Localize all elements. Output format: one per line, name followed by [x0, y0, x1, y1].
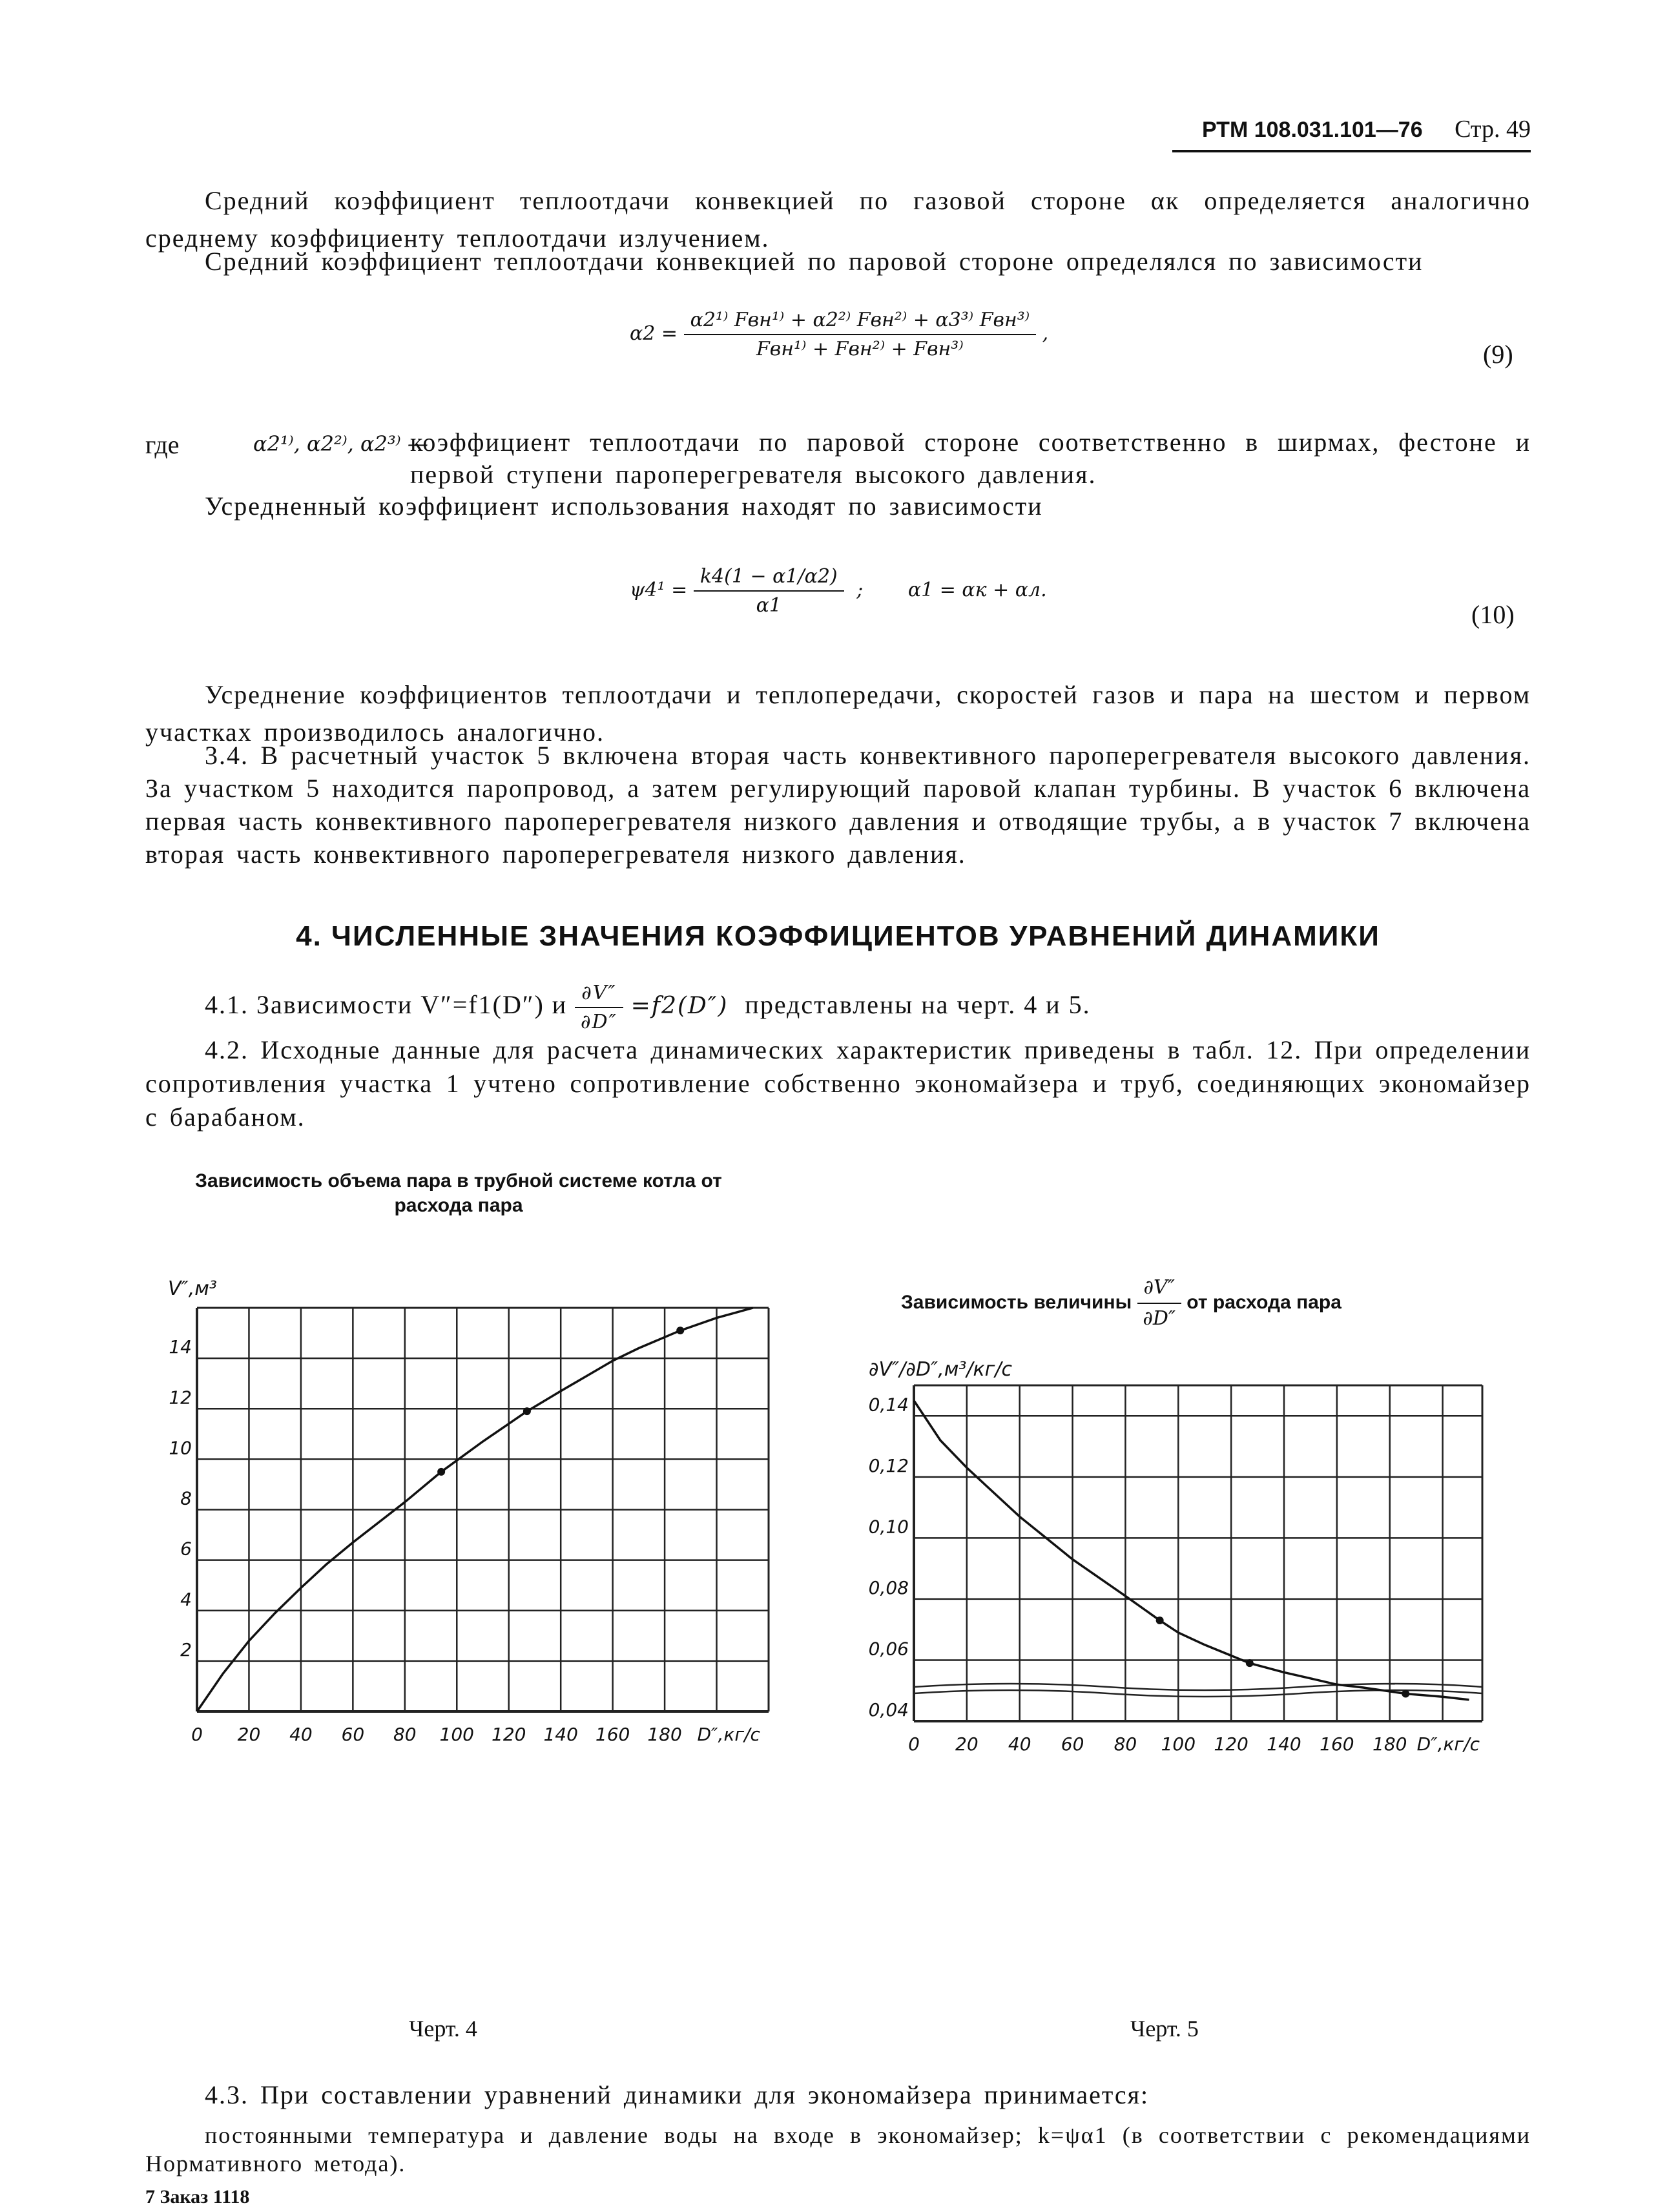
- chart5-title-num: ∂V″: [1137, 1276, 1181, 1304]
- p41-rhs: =f2(D″): [630, 993, 729, 1020]
- x-tick-label: 20: [955, 1733, 979, 1755]
- eq9-comma: ,: [1042, 322, 1049, 345]
- chart5-title-suffix: от расхода пара: [1186, 1291, 1341, 1313]
- paragraph-4-3-visible: 4.3. При составлении уравнений динамики для экономайзера принимается:: [205, 2080, 1150, 2109]
- p41-derivative-num: ∂V″: [575, 982, 623, 1008]
- x-tick-label: 0: [908, 1733, 920, 1755]
- eq9-denominator: Fвн¹⁾ + Fвн²⁾ + Fвн³⁾: [756, 338, 964, 360]
- x-tick-label: 140: [1267, 1733, 1301, 1755]
- paragraph-3-4: 3.4. В расчетный участок 5 включена вторая часть конвективного пароперегревателя высокого давления. За участком 5 находится паропровод, а затем регулирующий паровой клапан турбины. В участок 6 включена первая часть конвективного пароперегревателя низкого давления и отводящие трубы, а в участок 7 включена вторая часть конвективного пароперегревателя низкого давления.: [145, 741, 1531, 869]
- chart5-caption: Черт. 5: [1130, 2016, 1199, 2041]
- y-tick-label: 10: [169, 1437, 192, 1459]
- paragraph-averaging: Усреднение коэффициентов теплоотдачи и теплопередачи, скоростей газов и пара на шестом и первом участках производилось аналогично.: [145, 680, 1531, 747]
- document-code: РТМ 108.031.101—76: [1201, 118, 1423, 142]
- eq9-numerator: α2¹⁾ Fвн¹⁾ + α2²⁾ Fвн²⁾ + α3³⁾ Fвн³⁾: [684, 309, 1037, 335]
- data-point: [676, 1327, 684, 1334]
- x-tick-label: 40: [1008, 1733, 1031, 1755]
- p41-suffix: представлены на черт. 4 и 5.: [745, 990, 1091, 1020]
- y-tick-label: 0,06: [868, 1638, 909, 1660]
- section-title: 4. ЧИСЛЕННЫЕ ЗНАЧЕНИЯ КОЭФФИЦИЕНТОВ УРАВНЕНИЙ ДИНАМИКИ: [296, 920, 1380, 952]
- y-tick-label: 6: [180, 1538, 192, 1560]
- y-tick-label: 0,08: [868, 1576, 909, 1598]
- paragraph-convection-gas: Средний коэффициент теплоотдачи конвекцией по газовой стороне αк определяется аналогично среднему коэффициенту теплоотдачи излучением.: [145, 186, 1531, 253]
- eq10-numerator: k4(1 − α1/α2): [694, 565, 844, 592]
- eq10-lhs: ψ4¹ =: [630, 579, 688, 601]
- x-tick-label: 40: [289, 1724, 313, 1745]
- eq10-denominator: α1: [756, 594, 782, 617]
- paragraph-4-2: 4.2. Исходные данные для расчета динамических характеристик приведены в табл. 12. При определении сопротивления участка 1 учтено сопротивление собственно экономайзера и труб, соединяющих экономайзер с барабаном.: [145, 1035, 1531, 1132]
- page-number: Стр. 49: [1455, 116, 1531, 143]
- paragraph-convection-steam: Средний коэффициент теплоотдачи конвекцией по паровой стороне определялся по зависимости: [205, 247, 1424, 276]
- y-tick-label: 0,04: [868, 1699, 909, 1721]
- y-tick-label: 0,14: [868, 1394, 909, 1416]
- y-tick-label: 8: [180, 1487, 192, 1509]
- chart4-title: Зависимость объема пара в трубной системе котла от расхода пара: [195, 1170, 722, 1216]
- x-tick-label: 140: [543, 1724, 578, 1745]
- paragraph-utilization: Усредненный коэффициент использования находят по зависимости: [205, 491, 1043, 521]
- x-tick-label: 60: [1061, 1733, 1084, 1755]
- chart5-title-prefix: Зависимость величины: [901, 1291, 1132, 1313]
- x-tick-label: 100: [1161, 1733, 1196, 1755]
- eq10-rhs: α1 = αк + αл.: [907, 579, 1047, 601]
- chart4: [168, 1277, 769, 1745]
- x-tick-label: 80: [1113, 1733, 1137, 1755]
- x-axis-label: D″,кг/с: [1416, 1733, 1480, 1755]
- y-tick-label: 14: [169, 1336, 192, 1358]
- x-axis-label: D″,кг/с: [697, 1724, 760, 1745]
- y-axis-label: V″,м³: [168, 1277, 217, 1300]
- data-point: [523, 1407, 531, 1415]
- where-label: где: [145, 430, 180, 459]
- chart5: [869, 1358, 1482, 1755]
- x-tick-label: 180: [1372, 1733, 1407, 1755]
- y-axis-label: ∂V″/∂D″,м³/кг/с: [869, 1358, 1012, 1381]
- y-tick-label: 12: [169, 1387, 192, 1409]
- p41-derivative-den: ∂D″: [581, 1011, 617, 1033]
- chart5-title-den: ∂D″: [1143, 1307, 1176, 1330]
- where-symbols: α2¹⁾, α2²⁾, α2³⁾ —: [253, 431, 428, 456]
- eq9-lhs: α2 =: [630, 322, 678, 345]
- eq10-separator: ;: [856, 579, 864, 601]
- equation-9-number: (9): [1483, 340, 1513, 369]
- x-tick-label: 180: [647, 1724, 682, 1745]
- x-tick-label: 100: [439, 1724, 474, 1745]
- x-tick-label: 80: [393, 1724, 417, 1745]
- y-tick-label: 2: [180, 1638, 192, 1660]
- p41-prefix: 4.1. Зависимости V″=f1(D″) и: [205, 990, 568, 1020]
- where-description: коэффициент теплоотдачи по паровой стороне соответственно в ширмах, фестоне и первой ступени пароперегревателя высокого давления.: [410, 428, 1531, 489]
- data-point: [1246, 1659, 1254, 1667]
- data-point: [437, 1468, 445, 1476]
- x-tick-label: 120: [492, 1724, 526, 1745]
- data-point: [1402, 1690, 1409, 1697]
- y-tick-label: 4: [180, 1588, 192, 1610]
- x-tick-label: 0: [191, 1724, 203, 1745]
- x-tick-label: 160: [1320, 1733, 1354, 1755]
- paragraph-constant-conditions: постоянными температура и давление воды на входе в экономайзер; k=ψα1 (в соответствии с рекомендациями Нормативного метода).: [145, 2122, 1531, 2176]
- x-tick-label: 120: [1214, 1733, 1248, 1755]
- data-point: [1156, 1617, 1164, 1624]
- equation-10-number: (10): [1471, 600, 1515, 629]
- y-tick-label: 0,12: [868, 1454, 909, 1476]
- y-tick-label: 0,10: [868, 1516, 909, 1538]
- chart4-caption: Черт. 4: [409, 2016, 477, 2041]
- x-tick-label: 60: [341, 1724, 365, 1745]
- series-curve: [914, 1401, 1469, 1700]
- x-tick-label: 20: [237, 1724, 261, 1745]
- page-footer: 7 Заказ 1118: [145, 2186, 250, 2207]
- x-tick-label: 160: [595, 1724, 630, 1745]
- axis-break-line: [914, 1684, 1482, 1690]
